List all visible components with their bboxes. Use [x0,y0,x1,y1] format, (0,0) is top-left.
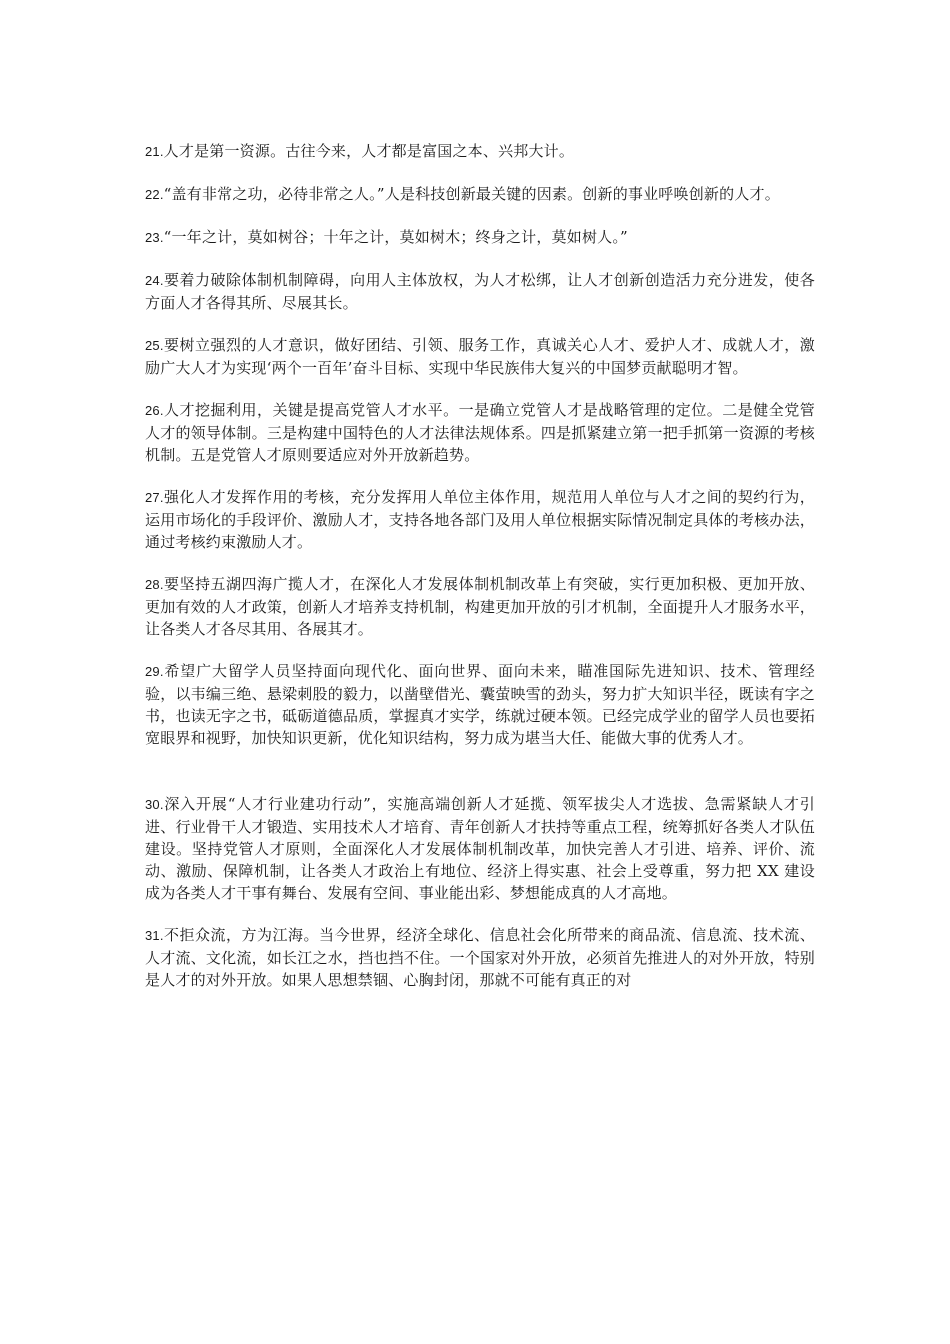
paragraph-number: 25. [145,338,164,353]
paragraph-24 [145,269,815,314]
paragraph-number: 22. [145,187,164,202]
paragraph-number: 21. [145,144,164,159]
paragraph-text: 要着力破除体制机制障碍，向用人主体放权，为人才松绑，让人才创新创造活力充分进发，使各方面人才各得其所、尽展其长。 [145,271,815,312]
paragraph-text: 希望广大留学人员坚持面向现代化、面向世界、面向未来，瞄准国际先进知识、技术、管理经验，以韦编三绝、悬梁刺股的毅力，以凿壁借光、囊萤映雪的劲头，努力扩大知识半径，既读有字之书，也读无字之书，砥砺道德品质，掌握真才实学，练就过硬本领。已经完成学业的留学人员也要拓宽眼界和视野，加快知识更新，优化知识结构，努力成为堪当大任、能做大事的优秀人才。 [145,662,815,747]
paragraph-number: 26. [145,403,164,418]
paragraph-27 [145,486,815,553]
paragraph-number: 28. [145,577,164,592]
paragraph-text: 深入开展“人才行业建功行动”，实施高端创新人才延揽、领军拔尖人才选拔、急需紧缺人才引进、行业骨干人才锻造、实用技术人才培育、青年创新人才扶持等重点工程，统筹抓好各类人才队伍建设。坚持党管人才原则，全面深化人才发展体制机制改革，加快完善人才引进、培养、评价、流动、激励、保障机制，让各类人才政治上有地位、经济上得实惠、社会上受尊重，努力把 XX 建设成为各类人才干事有舞台、发展有空间、事业能出彩、梦想能成真的人才高地。 [145,795,815,902]
paragraph-25 [145,334,815,379]
paragraph-number: 31. [145,928,164,943]
paragraph-30 [145,793,815,904]
paragraph-number: 29. [145,664,164,679]
paragraph-text: 不拒众流，方为江海。当今世界，经济全球化、信息社会化所带来的商品流、信息流、技术流、人才流、文化流，如长江之水，挡也挡不住。一个国家对外开放，必须首先推进人的对外开放，特别是人才的对外开放。如果人思想禁锢、心胸封闭，那就不可能有真正的对 [145,926,815,989]
paragraph-22 [145,183,815,206]
paragraph-31 [145,924,815,991]
paragraph-26 [145,399,815,466]
paragraph-text: 强化人才发挥作用的考核，充分发挥用人单位主体作用，规范用人单位与人才之间的契约行为，运用市场化的手段评价、激励人才，支持各地各部门及用人单位根据实际情况制定具体的考核办法，通过考核约束激励人才。 [145,488,815,551]
paragraph-28 [145,573,815,640]
paragraph-number: 30. [145,797,164,812]
paragraph-number: 24. [145,273,164,288]
paragraph-text: 要树立强烈的人才意识，做好团结、引领、服务工作，真诚关心人才、爱护人才、成就人才，激励广大人才为实现‘两个一百年’奋斗目标、实现中华民族伟大复兴的中国梦贡献聪明才智。 [145,336,815,377]
paragraph-text: 人才是第一资源。古往今来，人才都是富国之本、兴邦大计。 [163,142,575,160]
paragraph-text: “一年之计，莫如树谷；十年之计，莫如树木；终身之计，莫如树人。” [163,228,628,246]
paragraph-21 [145,140,815,163]
document-body [145,140,815,991]
paragraph-number: 23. [145,230,164,245]
paragraph-number: 27. [145,490,164,505]
paragraph-text: 要坚持五湖四海广揽人才，在深化人才发展体制机制改革上有突破，实行更加积极、更加开放、更加有效的人才政策，创新人才培养支持机制，构建更加开放的引才机制，全面提升人才服务水平，让各类人才各尽其用、各展其才。 [145,575,815,638]
paragraph-text: “盖有非常之功，必待非常之人。”人是科技创新最关键的因素。创新的事业呼唤创新的人才。 [163,185,780,203]
paragraph-text: 人才挖掘利用，关键是提高党管人才水平。一是确立党管人才是战略管理的定位。二是健全党管人才的领导体制。三是构建中国特色的人才法律法规体系。四是抓紧建立第一把手抓第一资源的考核机制。五是党管人才原则要适应对外开放新趋势。 [145,401,815,464]
paragraph-29 [145,660,815,749]
paragraph-23 [145,226,815,249]
